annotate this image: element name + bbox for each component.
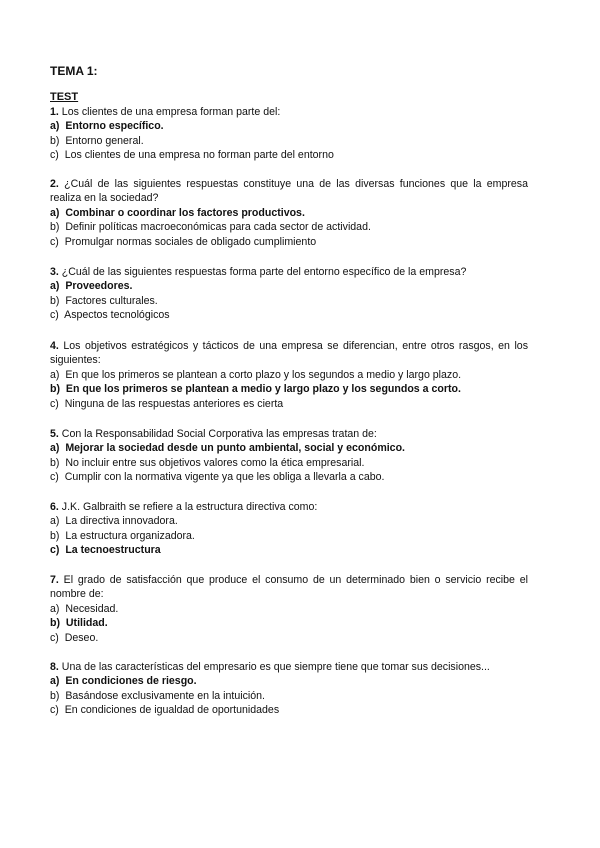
option-text: Deseo. xyxy=(64,631,99,644)
question-block xyxy=(50,177,528,249)
question-text xyxy=(50,573,528,602)
question-text xyxy=(50,177,528,206)
answer-option xyxy=(50,616,528,630)
answer-option xyxy=(50,382,528,396)
answer-option xyxy=(50,279,528,293)
answer-option xyxy=(50,294,528,308)
option-letter: a) xyxy=(50,515,60,528)
answer-option xyxy=(50,308,528,322)
option-letter: a) xyxy=(50,368,60,381)
page-title: TEMA 1: xyxy=(50,64,98,78)
question-text xyxy=(50,265,528,279)
question-number: 1. xyxy=(50,106,59,118)
option-text: Aspectos tecnológicos xyxy=(64,309,170,322)
test-heading: TEST xyxy=(50,91,79,103)
question-number: 8. xyxy=(50,661,59,673)
question-text xyxy=(50,105,528,119)
question-block xyxy=(50,573,528,645)
option-letter: a) xyxy=(50,120,60,133)
option-text: Combinar o coordinar los factores productivos. xyxy=(65,206,305,219)
option-letter: c) xyxy=(50,149,59,162)
option-text: Necesidad. xyxy=(65,602,119,615)
option-text: No incluir entre sus objetivos valores como la ética empresarial. xyxy=(65,456,365,469)
answer-option xyxy=(50,631,528,645)
question-number: 2. xyxy=(50,178,59,190)
question-block xyxy=(50,660,528,718)
option-letter: b) xyxy=(50,221,60,234)
option-text: Cumplir con la normativa vigente ya que les obliga a llevarla a cabo. xyxy=(64,471,385,484)
question-number: 6. xyxy=(50,501,59,513)
question-stem: ¿Cuál de las siguientes respuestas forma parte del entorno específico de la empresa? xyxy=(61,266,467,278)
option-letter: b) xyxy=(50,617,60,630)
question-number: 7. xyxy=(50,574,59,586)
option-text: En que los primeros se plantean a medio y largo plazo y los segundos a corto. xyxy=(65,383,461,396)
question-block xyxy=(50,105,528,163)
answer-option xyxy=(50,441,528,455)
option-letter: b) xyxy=(50,134,60,147)
option-text: Utilidad. xyxy=(65,617,108,630)
question-block xyxy=(50,339,528,411)
option-letter: b) xyxy=(50,456,60,469)
option-letter: c) xyxy=(50,704,59,717)
answer-option xyxy=(50,543,528,557)
option-letter: c) xyxy=(50,397,59,410)
option-text: En condiciones de riesgo. xyxy=(65,675,197,688)
option-text: Basándose exclusivamente en la intuición. xyxy=(65,689,265,702)
answer-option xyxy=(50,220,528,234)
answer-option xyxy=(50,470,528,484)
option-text: Los clientes de una empresa no forman parte del entorno xyxy=(64,149,334,162)
question-stem: Con la Responsabilidad Social Corporativa las empresas tratan de: xyxy=(61,428,377,440)
question-number: 3. xyxy=(50,266,59,278)
question-text xyxy=(50,427,528,441)
question-block xyxy=(50,265,528,323)
option-letter: c) xyxy=(50,631,59,644)
answer-option xyxy=(50,689,528,703)
option-text: Proveedores. xyxy=(65,280,133,293)
question-block xyxy=(50,500,528,558)
option-letter: b) xyxy=(50,529,60,542)
option-letter: a) xyxy=(50,675,60,688)
question-stem: Una de las características del empresario es que siempre tiene que tomar sus decisiones... xyxy=(61,661,490,673)
option-letter: a) xyxy=(50,602,60,615)
option-letter: b) xyxy=(50,383,60,396)
option-letter: a) xyxy=(50,442,60,455)
question-text xyxy=(50,339,528,368)
answer-option xyxy=(50,456,528,470)
answer-option xyxy=(50,529,528,543)
question-stem: ¿Cuál de las siguientes respuestas constituye una de las diversas funciones que la empresa realiza en la sociedad? xyxy=(50,178,528,205)
option-text: La tecnoestructura xyxy=(65,544,161,557)
option-text: Entorno general. xyxy=(65,134,144,147)
option-letter: b) xyxy=(50,689,60,702)
answer-option xyxy=(50,134,528,148)
question-stem: El grado de satisfacción que produce el consumo de un determinado bien o servicio recibe el nombre de: xyxy=(50,574,528,601)
question-number: 4. xyxy=(50,340,59,352)
question-stem: J.K. Galbraith se refiere a la estructura directiva como: xyxy=(61,501,318,513)
option-text: Mejorar la sociedad desde un punto ambiental, social y económico. xyxy=(65,442,405,455)
answer-option xyxy=(50,206,528,220)
option-text: Entorno específico. xyxy=(65,120,164,133)
option-text: Ninguna de las respuestas anteriores es cierta xyxy=(64,397,284,410)
option-text: La estructura organizadora. xyxy=(65,529,195,542)
answer-option xyxy=(50,148,528,162)
answer-option xyxy=(50,514,528,528)
question-text xyxy=(50,500,528,514)
answer-option xyxy=(50,602,528,616)
option-letter: a) xyxy=(50,280,60,293)
question-stem: Los clientes de una empresa forman parte del: xyxy=(61,106,281,118)
answer-option xyxy=(50,119,528,133)
answer-option xyxy=(50,674,528,688)
option-text: La directiva innovadora. xyxy=(65,515,178,528)
option-text: En condiciones de igualdad de oportunidades xyxy=(64,704,280,717)
question-stem: Los objetivos estratégicos y tácticos de una empresa se diferencian, entre otros rasgos, en los siguientes: xyxy=(50,340,528,367)
option-letter: a) xyxy=(50,206,60,219)
answer-option xyxy=(50,368,528,382)
option-text: Factores culturales. xyxy=(65,294,158,307)
question-block xyxy=(50,427,528,485)
answer-option xyxy=(50,397,528,411)
option-letter: c) xyxy=(50,471,59,484)
question-number: 5. xyxy=(50,428,59,440)
question-text xyxy=(50,660,528,674)
option-text: En que los primeros se plantean a corto plazo y los segundos a medio y largo plazo. xyxy=(65,368,462,381)
answer-option xyxy=(50,235,528,249)
option-text: Definir políticas macroeconómicas para cada sector de actividad. xyxy=(65,221,371,234)
option-letter: c) xyxy=(50,544,60,557)
option-letter: c) xyxy=(50,309,59,322)
option-letter: b) xyxy=(50,294,60,307)
answer-option xyxy=(50,703,528,717)
option-text: Promulgar normas sociales de obligado cumplimiento xyxy=(64,235,317,248)
option-letter: c) xyxy=(50,235,59,248)
